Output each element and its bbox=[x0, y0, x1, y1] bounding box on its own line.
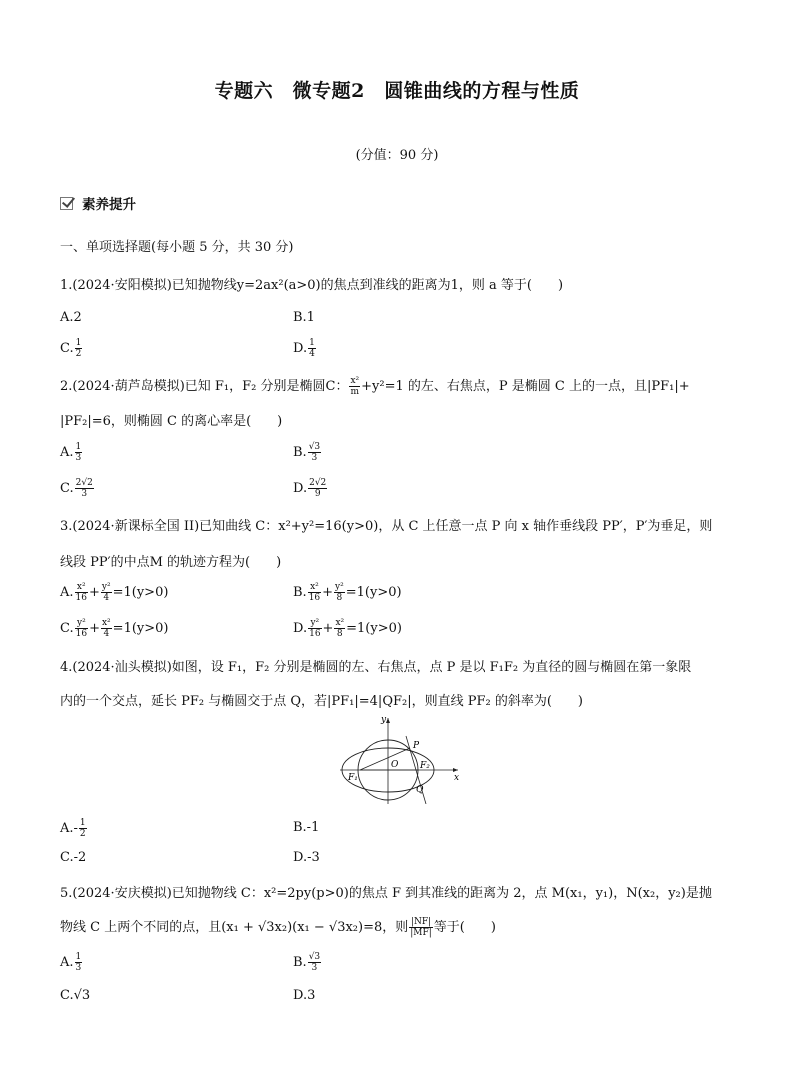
q2-stem-line2: |PF₂|=6，则椭圆 C 的离心率是( ) bbox=[60, 414, 283, 429]
q4-option-a: A.- $\frac{1}{2}$ bbox=[60, 818, 86, 839]
q1-option-a: A.2 bbox=[60, 310, 82, 325]
q3-stem-line2: 线段 PP′的中点M 的轨迹方程为( ) bbox=[60, 555, 282, 570]
q1-option-c: C. $\frac{1}{2}$ bbox=[60, 338, 82, 359]
part-heading: 一、单项选择题(每小题 5 分，共 30 分) bbox=[60, 240, 294, 255]
q4-option-c: C.-2 bbox=[60, 850, 87, 865]
q5-stem-line2: 物线 C 上两个不同的点，且(x₁ + √3x₂)(x₁ − √3x₂)=8，则 $\frac{|NF|}{|MF|}$ 等于( ) bbox=[60, 917, 496, 938]
section-label: 素养提升 bbox=[82, 197, 136, 213]
figure-label-q: Q bbox=[416, 785, 424, 795]
q3-option-a: A. $\frac{\text{x²}}{16}$ + $\frac{\text{y²}}{4}$ =1(y>0) bbox=[60, 582, 169, 603]
figure-label-o: O bbox=[391, 760, 399, 770]
q2-stem-line1: 2.(2024·葫芦岛模拟)已知 F₁，F₂ 分别是椭圆C： $\frac{\text{x²}}{m}$ +y²=1 的左、右焦点，P 是椭圆 C 上的一点，且|PF₁|+ bbox=[60, 376, 690, 397]
q1-option-b: B.1 bbox=[293, 310, 315, 325]
q3-option-b: B. $\frac{\text{x²}}{16}$ + $\frac{\text{y²}}{8}$ =1(y>0) bbox=[293, 582, 402, 603]
q5-option-b: B. $\frac{√3}{3}$ bbox=[293, 952, 321, 973]
q1-stem: 1.(2024·安阳模拟)已知抛物线y=2ax²(a>0)的焦点到准线的距离为1，则 a 等于( ) bbox=[60, 278, 564, 293]
figure-label-y: y bbox=[381, 715, 387, 725]
figure-label-f1: F₁ bbox=[348, 773, 358, 783]
ellipse-circle-figure bbox=[340, 714, 460, 804]
q5-option-c: C.√3 bbox=[60, 988, 91, 1003]
q4-option-b: B.-1 bbox=[293, 820, 320, 835]
q5-stem-line1: 5.(2024·安庆模拟)已知抛物线 C：x²=2py(p>0)的焦点 F 到其准线的距离为 2，点 M(x₁，y₁)，N(x₂，y₂)是抛 bbox=[60, 886, 712, 901]
figure-label-p: P bbox=[413, 741, 420, 751]
checkbox-icon bbox=[60, 196, 76, 210]
page-title: 专题六 微专题2 圆锥曲线的方程与性质 bbox=[214, 80, 580, 102]
q3-option-d: D. $\frac{\text{y²}}{16}$ + $\frac{\text{x²}}{8}$ =1(y>0) bbox=[293, 618, 402, 639]
q1-option-d: D. $\frac{1}{4}$ bbox=[293, 338, 315, 359]
score-note: (分值：90 分) bbox=[355, 148, 439, 163]
q3-option-c: C. $\frac{\text{y²}}{16}$ + $\frac{\text{x²}}{4}$ =1(y>0) bbox=[60, 618, 169, 639]
q2-option-d: D. $\frac{2√2}{9}$ bbox=[293, 478, 327, 499]
q5-option-a: A. $\frac{1}{3}$ bbox=[60, 952, 82, 973]
q2-option-c: C. $\frac{2√2}{3}$ bbox=[60, 478, 93, 499]
q2-option-a: A. $\frac{1}{3}$ bbox=[60, 442, 82, 463]
q4-stem-line1: 4.(2024·汕头模拟)如图，设 F₁，F₂ 分别是椭圆的左、右焦点，点 P 是以 F₁F₂ 为直径的圆与椭圆在第一象限 bbox=[60, 660, 692, 675]
q4-option-d: D.-3 bbox=[293, 850, 320, 865]
q3-stem-line1: 3.(2024·新课标全国 II)已知曲线 C：x²+y²=16(y>0)，从 C 上任意一点 P 向 x 轴作垂线段 PP′，P′为垂足，则 bbox=[60, 519, 713, 534]
section-header bbox=[60, 193, 136, 213]
figure-label-f2: F₂ bbox=[420, 761, 430, 771]
q5-option-d: D.3 bbox=[293, 988, 316, 1003]
figure-label-x: x bbox=[454, 773, 460, 783]
q4-stem-line2: 内的一个交点，延长 PF₂ 与椭圆交于点 Q，若|PF₁|=4|QF₂|，则直线 PF₂ 的斜率为( ) bbox=[60, 694, 583, 709]
q2-option-b: B. $\frac{√3}{3}$ bbox=[293, 442, 321, 463]
